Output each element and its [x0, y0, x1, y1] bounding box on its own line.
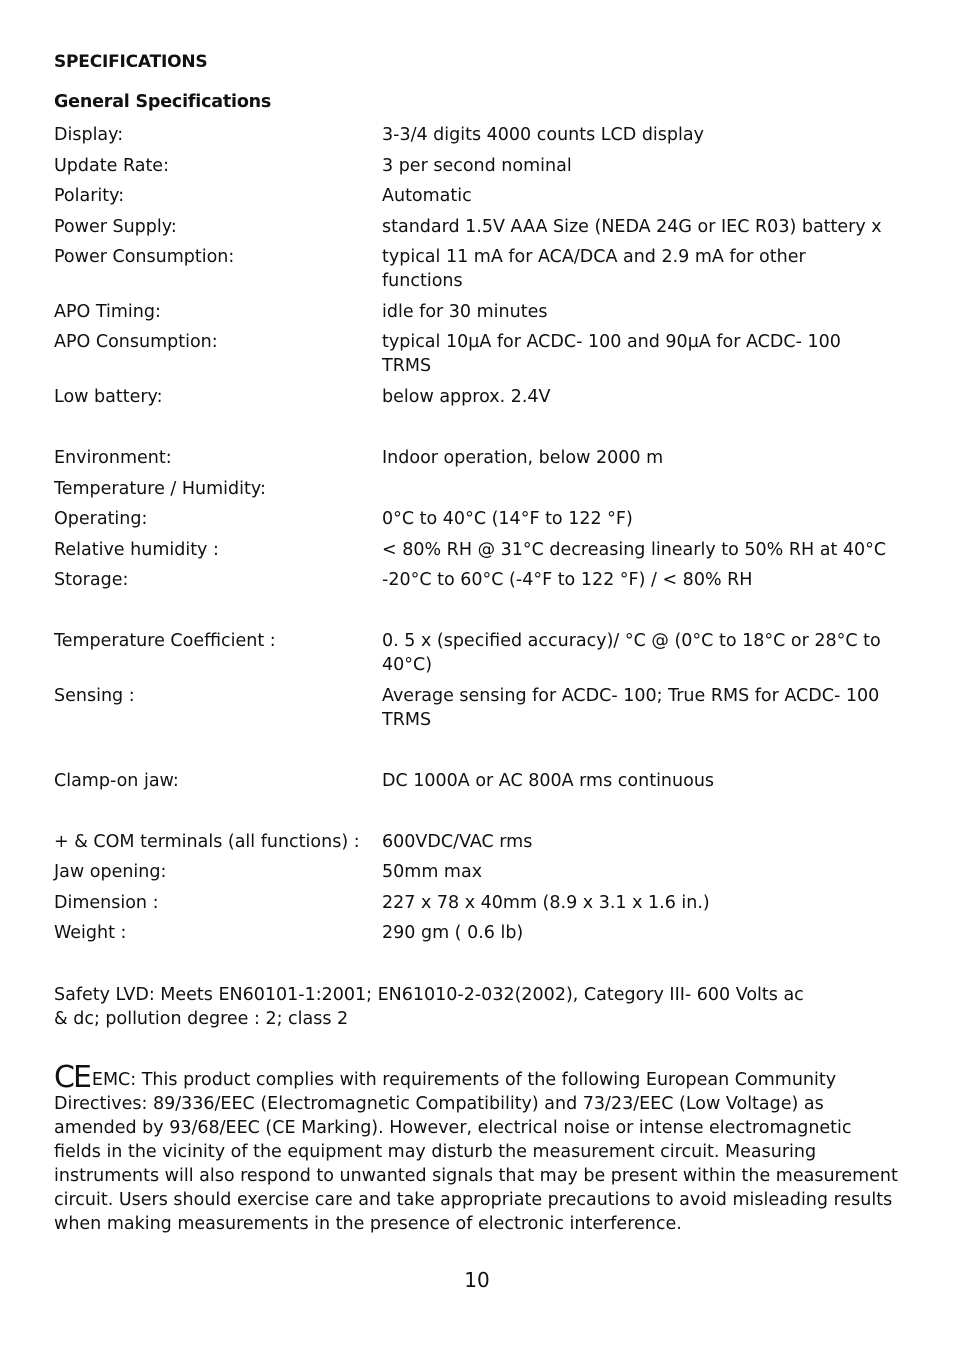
- spec-label: Relative humidity :: [54, 540, 219, 560]
- emc-statement: [54, 1060, 900, 1236]
- spec-value: standard 1.5V AAA Size (NEDA 24G or IEC R03) battery x: [382, 217, 882, 237]
- subsection-heading: General Specifications: [54, 92, 272, 112]
- spec-label: Update Rate:: [54, 156, 169, 176]
- spec-label: Power Supply:: [54, 217, 177, 237]
- ce-mark-icon: CE: [54, 1060, 90, 1095]
- spec-value: typical 10µA for ACDC- 100 and 90µA for ACDC- 100 TRMS: [382, 332, 841, 376]
- spec-value: 50mm max: [382, 862, 483, 882]
- spec-value: 3 per second nominal: [382, 156, 572, 176]
- spec-label: Display:: [54, 125, 124, 145]
- spec-label: Storage:: [54, 570, 129, 590]
- spec-value: Average sensing for ACDC- 100; True RMS for ACDC- 100 TRMS: [382, 686, 880, 730]
- spec-label: Dimension :: [54, 893, 159, 913]
- spec-value: typical 11 mA for ACA/DCA and 2.9 mA for other functions: [382, 247, 806, 291]
- spec-label: Environment:: [54, 448, 172, 468]
- spec-label: Temperature / Humidity:: [54, 479, 266, 499]
- spec-value: -20°C to 60°C (-4°F to 122 °F) / < 80% RH: [382, 570, 753, 590]
- spec-value: DC 1000A or AC 800A rms continuous: [382, 771, 715, 791]
- spec-value: Automatic: [382, 186, 472, 206]
- spec-value: < 80% RH @ 31°C decreasing linearly to 50% RH at 40°C: [382, 540, 887, 560]
- spec-label: APO Timing:: [54, 302, 161, 322]
- spec-label: Polarity:: [54, 186, 125, 206]
- spec-label: Low battery:: [54, 387, 163, 407]
- spec-label: Weight :: [54, 923, 127, 943]
- section-heading: SPECIFICATIONS: [54, 52, 208, 72]
- emc-text: EMC: This product complies with requirements of the following European Community Directives: 89/336/EEC (Electromagnetic Compatibility) and 73/23/EEC (Low Voltage) as amended by 93/68/EEC (CE Marking). However, electrical noise or intense electromagnetic fields in the vicinity of the equipment may disturb the measurement circuit. Measuring instruments will also respond to unwanted signals that may be present within the measurement circuit. Users should exercise care and take appropriate precautions to avoid misleading results when making measurements in the presence of electronic interference.: [54, 1070, 898, 1234]
- spec-value: 3-3/4 digits 4000 counts LCD display: [382, 125, 704, 145]
- spec-value: 0. 5 x (specified accuracy)/ °C @ (0°C to 18°C or 28°C to 40°C): [382, 631, 881, 675]
- spec-value: 227 x 78 x 40mm (8.9 x 3.1 x 1.6 in.): [382, 893, 710, 913]
- page-number: 10: [464, 1268, 490, 1292]
- spec-value: 290 gm ( 0.6 lb): [382, 923, 524, 943]
- spec-value: idle for 30 minutes: [382, 302, 548, 322]
- safety-statement: Safety LVD: Meets EN60101-1:2001; EN61010-2-032(2002), Category III- 600 Volts ac & dc; pollution degree : 2; class 2: [54, 985, 804, 1029]
- spec-label: + & COM terminals (all functions) :: [54, 832, 360, 852]
- spec-label: Power Consumption:: [54, 247, 235, 267]
- spec-label: Jaw opening:: [54, 862, 167, 882]
- spec-label: Operating:: [54, 509, 148, 529]
- spec-value: Indoor operation, below 2000 m: [382, 448, 664, 468]
- spec-value: below approx. 2.4V: [382, 387, 551, 407]
- spec-label: Clamp-on jaw:: [54, 771, 179, 791]
- spec-label: APO Consumption:: [54, 332, 218, 352]
- spec-label: Sensing :: [54, 686, 135, 706]
- spec-value: 0°C to 40°C (14°F to 122 °F): [382, 509, 633, 529]
- spec-value: 600VDC/VAC rms: [382, 832, 533, 852]
- spec-label: Temperature Coefficient :: [54, 631, 276, 651]
